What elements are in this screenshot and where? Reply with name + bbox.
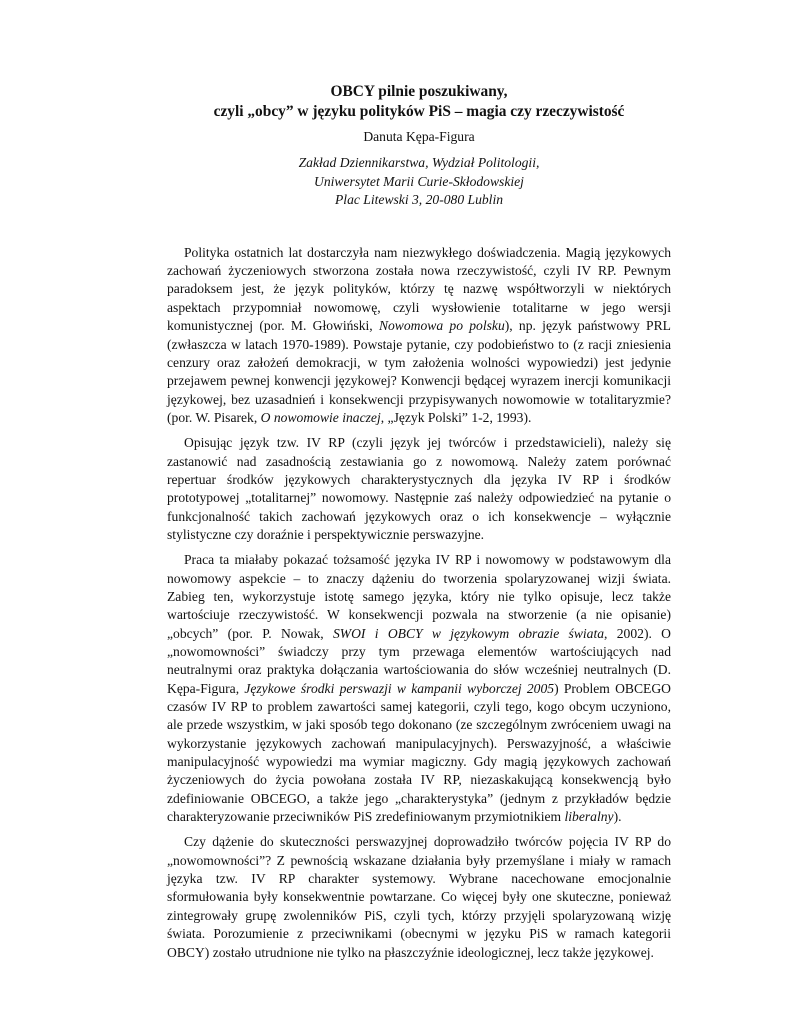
italic-citation: liberalny	[564, 809, 614, 825]
text-segment: Polityka ostatnich lat dostarczyła nam niezwykłego doświadczenia. Magią językowych	[184, 244, 671, 260]
body-paragraph	[167, 244, 671, 427]
title-line-1: OBCY pilnie poszukiwany,	[330, 83, 508, 100]
text-line	[167, 409, 671, 427]
text-segment: ), np. język państwowy PRL	[504, 318, 671, 334]
text-segment: wartościuje rzeczywistość. W konsekwencji pozwala na stworzenie (a nie opisanie)	[167, 607, 671, 623]
text-line	[167, 833, 671, 851]
text-segment: Zabieg ten, wykorzystuje istotę samego języka, który nie tylko opisuje, lecz także	[167, 588, 671, 604]
body-paragraph	[167, 833, 671, 961]
affiliation-line: Zakład Dziennikarstwa, Wydział Politologii,	[298, 155, 540, 170]
text-line	[167, 526, 671, 544]
text-segment: prototypowej „totalitarnej” nowomowy. Następnie zaś należy odpowiedzieć na pytanie o	[167, 490, 671, 506]
text-segment: życzeniowych do życia powołana została IV RP, niezaskakującą konsekwencją było	[167, 772, 671, 788]
text-line	[167, 808, 671, 826]
text-segment: świata. Porozumienie z przeciwnikami (obecnymi w języku PiS w ramach kategorii	[167, 926, 671, 942]
text-segment: przejawem pewnej konwencji językowej? Konwencji będącej wyrazem inercji komunikacji	[167, 373, 671, 389]
text-segment: charakteryzowanie przeciwników PiS zredefiniowanym przymiotnikiem	[167, 809, 565, 825]
text-line	[167, 570, 671, 588]
italic-citation: O nowomowie inaczej	[260, 409, 381, 425]
text-segment: paradoksem jest, że język polityków, którzy tę nazwę współtworzyli w niektórych	[167, 281, 671, 297]
text-line	[167, 336, 671, 354]
text-line	[167, 244, 671, 262]
paper-page	[167, 82, 671, 969]
text-segment: języka tzw. IV RP charakter systemowy. Wybrane nacechowane emocjonalnie	[167, 871, 671, 887]
text-line	[167, 625, 671, 643]
text-segment: wykorzystanie językowych zachowań manipulacyjnych). Perswazyjność, a właściwie	[167, 735, 671, 751]
text-line	[167, 588, 671, 606]
title-line-2: czyli „obcy” w języku polityków PiS – magia czy rzeczywistość	[213, 102, 625, 120]
text-segment: , „Język Polski” 1-2, 1993).	[380, 409, 532, 425]
text-segment: repertuar środków językowych charakterystycznych dla języka IV RP i środków	[167, 471, 671, 487]
body-text	[167, 244, 671, 962]
text-segment: (por. W. Pisarek,	[167, 409, 261, 425]
text-segment: zdefiniowanie OBCEGO, a także jego „charakterystyka” (jednym z przykładów będzie	[167, 790, 671, 806]
text-line	[167, 372, 671, 390]
italic-citation: Językowe środki perswazji w kampanii wyborczej 2005	[244, 680, 555, 696]
text-segment: zastanowić nad zasadnością zestawiania go z nowomową. Należy zatem porównać	[167, 453, 671, 469]
text-segment: funkcjonalność takich zachowań językowych oraz o ich konsekwencje – wyłącznie	[167, 508, 671, 524]
text-line	[167, 391, 671, 409]
text-segment: zachowań życzeniowych stworzona została nowa rzeczywistość, czyli IV RP. Pewnym	[167, 263, 671, 279]
text-line	[167, 771, 671, 789]
text-line	[167, 317, 671, 335]
text-line	[167, 907, 671, 925]
text-line	[167, 852, 671, 870]
italic-citation: Nowomowa po polsku	[378, 318, 505, 334]
text-line	[167, 888, 671, 906]
text-segment: „obcych” (por. P. Nowak,	[167, 625, 333, 641]
text-segment: „nowomowności”? Z pewnością wskazane działania były przemyślane i miały w ramach	[167, 852, 671, 868]
text-segment: manipulacyjność wypowiedzi ma wymiar magiczny. Gdy magią językowych zachowań	[167, 754, 671, 770]
text-segment: aspektach przypomniał nowomowę, czyli wysłowienie totalitarne w jego wersji	[167, 299, 671, 315]
body-paragraph	[167, 434, 671, 544]
text-line	[167, 489, 671, 507]
text-line	[167, 354, 671, 372]
text-line	[167, 661, 671, 679]
text-segment: Czy dążenie do skuteczności perswazyjnej doprowadziło twórców pojęcia IV RP do	[184, 834, 671, 850]
text-segment: komunistycznej (por. M. Głowiński,	[167, 318, 379, 334]
text-line	[167, 735, 671, 753]
paper-title	[167, 82, 671, 121]
text-segment: Praca ta miałaby pokazać tożsamość języka IV RP i nowomowy w podstawowym dla	[184, 552, 671, 568]
text-segment: (zwłaszcza w latach 1970-1989). Powstaje pytanie, czy podobieństwo to (z racji zniesienia	[167, 336, 671, 352]
text-segment: „nowomowności” świadczy przy tym przewaga elementów wartościujących nad	[167, 644, 671, 659]
body-paragraph	[167, 551, 671, 826]
text-line	[167, 716, 671, 734]
text-segment: zintegrowały grupę zwolenników PiS, czyli tych, którzy przyjęli spolaryzowaną wizję	[167, 907, 671, 923]
text-segment: cenzury oraz założeń demokracji, w tym założenia wolności wypowiedzi) jest jedynie	[167, 354, 671, 370]
text-segment: ).	[613, 809, 622, 825]
author-name: Danuta Kępa-Figura	[363, 129, 475, 144]
text-line	[167, 680, 671, 698]
text-line	[167, 606, 671, 624]
affiliation	[167, 154, 671, 210]
text-line	[167, 299, 671, 317]
text-line	[167, 944, 671, 962]
text-line	[167, 698, 671, 716]
text-line	[167, 925, 671, 943]
text-line	[167, 434, 671, 452]
text-segment: czasów IV RP to problem zawartości samej kategorii, czyli tego, kogo obcym uczyniono,	[167, 699, 671, 715]
affiliation-line: Plac Litewski 3, 20-080 Lublin	[334, 192, 504, 208]
text-segment: , 2002). O	[604, 625, 671, 641]
text-segment: nowomowy aspekcie – to znaczy dążeniu do tworzenia spolaryzowanej wizji świata.	[167, 570, 671, 586]
text-line	[167, 280, 671, 298]
text-segment: neutralnymi oraz praktyka dołączania wartościowania do słów wcześniej neutralnych (D.	[167, 662, 671, 678]
text-line	[167, 508, 671, 526]
text-segment: językowej, bez uzasadnień i konsekwencji przypisywanych nowomowie w totalitaryzmie?	[167, 391, 671, 407]
text-segment: OBCY) zostało utrudnione nie tylko na płaszczyźnie ideologicznej, lecz także językowej.	[167, 944, 654, 960]
text-segment: sformułowania były konsekwentnie powtarzane. Co więcej były one skuteczne, ponieważ	[167, 889, 671, 905]
text-segment: Kępa-Figura,	[167, 680, 245, 696]
text-line	[167, 643, 671, 661]
text-line	[167, 262, 671, 280]
text-line	[167, 790, 671, 808]
text-segment: ale przede wszystkim, w jaki sposób tego dokonano (ze szczególnym zwróceniem uwagi na	[167, 717, 671, 733]
text-line	[167, 753, 671, 771]
affiliation-line: Uniwersytet Marii Curie-Skłodowskiej	[314, 173, 524, 189]
text-line	[167, 870, 671, 888]
italic-citation: SWOI i OBCY w językowym obrazie świata	[332, 625, 605, 641]
text-line	[167, 453, 671, 471]
text-line	[167, 551, 671, 569]
text-segment: stylistyczne czy doraźnie i perspektywicznie perswazyjne.	[167, 526, 485, 542]
text-line	[167, 471, 671, 489]
text-segment: ) Problem OBCEGO	[554, 680, 671, 696]
text-segment: Opisując język tzw. IV RP (czyli język jej twórców i przedstawicieli), należy się	[184, 435, 671, 451]
